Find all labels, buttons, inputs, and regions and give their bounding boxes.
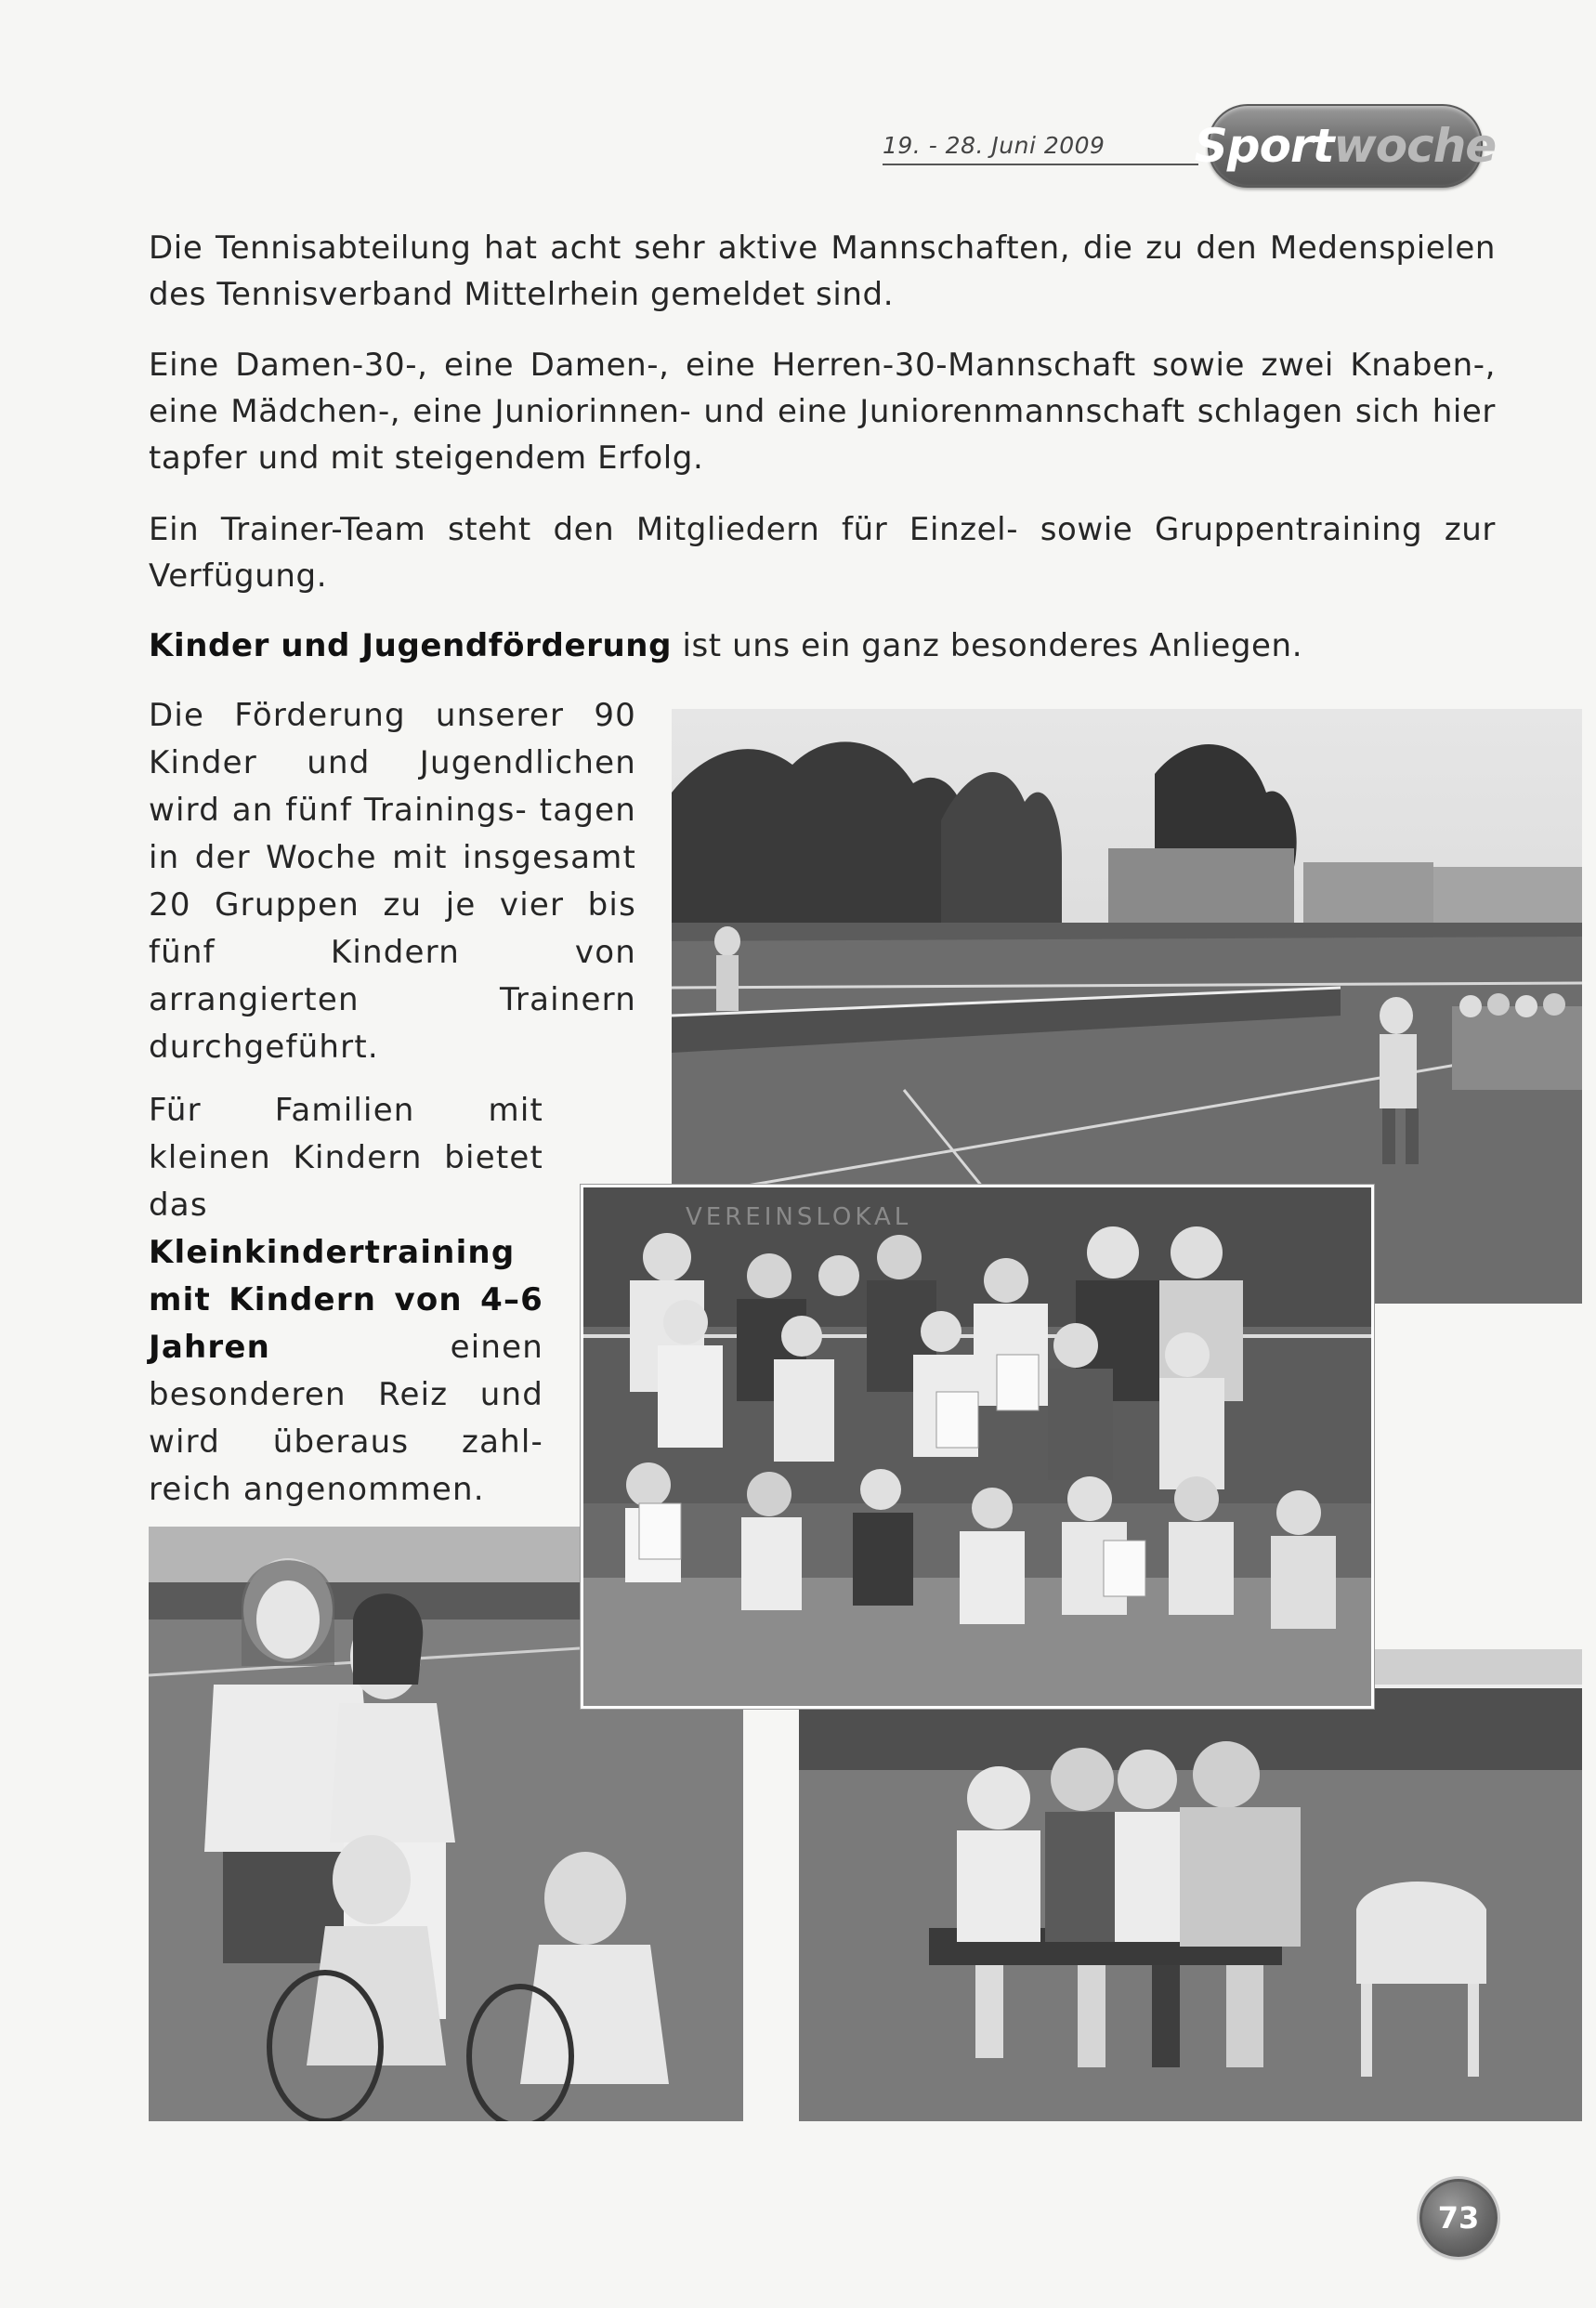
badge-part-2: woche bbox=[1333, 119, 1497, 173]
header-date: 19. - 28. Juni 2009 bbox=[883, 132, 1105, 159]
kleinkinder-intro: Für Familien mit kleinen Kindern bietet das bbox=[149, 1092, 543, 1224]
paragraph-foerderung: Die Förderung unserer 90 Kinder und Jugendlichen wird an fünf Trainings- tagen in der Woche mit insgesamt 20 Gruppen zu je vier bis fünf Kindern von arrangierten Trainern durchgeführt. bbox=[149, 697, 636, 1066]
kleinkinder-bold: Kleinkindertraining mit Kindern von 4–6 Jahren bbox=[149, 1234, 543, 1366]
paragraph-kleinkinder bbox=[149, 1087, 543, 1514]
paragraph-teams: Die Tennisabteilung hat acht sehr aktive Mannschaften, die zu den Medenspielen des Tennisverband Mittelrhein gemeldet sind. bbox=[149, 229, 1496, 313]
paragraph-trainer: Ein Trainer-Team steht den Mitgliedern für Einzel- sowie Gruppentraining zur Verfügung. bbox=[149, 511, 1496, 595]
page-number: 73 bbox=[1419, 2179, 1498, 2257]
badge-part-1: Sport bbox=[1194, 119, 1334, 173]
jugendfoerderung-rest: ist uns ein ganz besonderes Anliegen. bbox=[672, 627, 1303, 664]
photo-group-certificates bbox=[581, 1185, 1374, 1709]
paragraph-jugendfoerderung bbox=[149, 623, 1496, 669]
photo-kids-bench bbox=[799, 1649, 1582, 2121]
jugendfoerderung-bold: Kinder und Jugendförderung bbox=[149, 627, 673, 664]
sportwoche-badge bbox=[1194, 104, 1497, 188]
kleinkinder-end: einen besonderen Reiz und wird überaus zahl- reich angenommen. bbox=[149, 1329, 543, 1508]
header-rule bbox=[883, 164, 1198, 165]
paragraph-mannschaften: Eine Damen-30-, eine Damen-, eine Herren-30-Mannschaft sowie zwei Knaben-, eine Mädchen-, eine Juniorinnen- und eine Juniorenmannschaft schlagen sich hier tapfer und mit steigendem Erfolg. bbox=[149, 347, 1496, 477]
vereinslokal-sign: VEREINSLOKAL bbox=[686, 1203, 912, 1231]
